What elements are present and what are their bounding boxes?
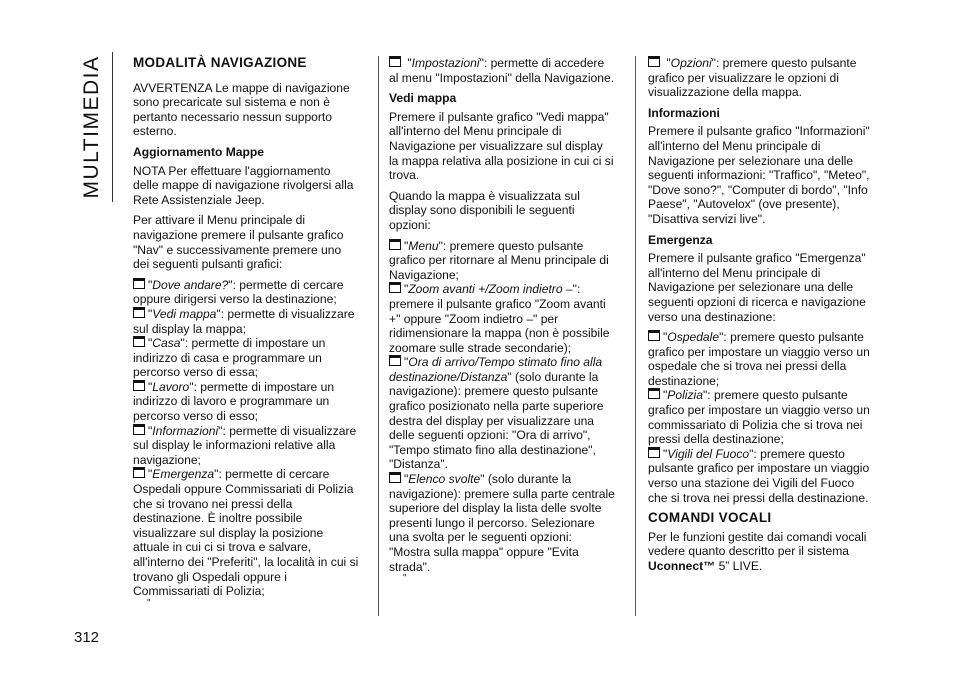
list-item: "Emergenza": permette di cercare Ospedali oppure Commissariati di Polizia che si trovano nei pressi della destinazione. È inoltre possibile visualizzare sul display la posizione attuale in cui ci si trova e salvare, all'interno dei "Preferiti", la località in cui si trovano gli Ospedali oppure i Commissariati di Polizia;: [133, 467, 359, 599]
section-heading: COMANDI VOCALI: [648, 510, 772, 526]
list-item: "Menu": premere questo pulsante grafico per ritornare al Menu principale di Navigazione;: [389, 238, 609, 282]
column-2: [389, 56, 615, 584]
button-icon: [389, 282, 401, 293]
list-item: "Casa": permette di impostare un indirizzo di casa e programmare un percorso verso di essa;: [133, 336, 326, 380]
button-icon: [389, 355, 401, 366]
paragraph: Premere il pulsante grafico "Informazioni" all'interno del Menu principale di Navigazione per selezionare una delle seguenti informazioni: "Traffico", "Meteo", "Dove sono?", "Computer di bordo", "Info Paese", "Autovelox" (ove presente), "Disattiva servizi live".: [648, 124, 870, 226]
section-title: MULTIMEDIA: [80, 55, 103, 199]
paragraph: Quando la mappa è visualizzata sul display sono disponibili le seguenti opzioni:: [389, 188, 580, 232]
button-icon: [133, 467, 145, 478]
button-icon: [389, 239, 401, 250]
subheading: Emergenza: [648, 232, 713, 247]
paragraph: Premere il pulsante grafico "Vedi mappa" all'interno del Menu principale di Navigazione per visualizzare sul display la mappa relativa alla posizione in cui ci si trova.: [389, 109, 614, 183]
button-icon: [133, 424, 145, 435]
list-item: "Lavoro": permette di impostare un indirizzo di lavoro e programmare un percorso verso di esso;: [133, 379, 335, 424]
paragraph: Per attivare il Menu principale di navigazione premere il pulsante grafico "Nav" e successivamente premere uno dei seguenti pulsanti grafici:: [133, 213, 344, 272]
column-1: [133, 56, 359, 609]
paragraph: Premere il pulsante grafico "Emergenza" all'interno del Menu principale di Navigazione per selezionare una delle seguenti opzioni di ricerca e navigazione verso una destinazione:: [648, 251, 866, 324]
button-icon: [133, 307, 145, 318]
warning-text: AVVERTENZA Le mappe di navigazione sono precaricate sul sistema e non è pertanto necessario nessun supporto esterno.: [133, 80, 350, 139]
button-icon: [648, 56, 660, 67]
page-number: 312: [74, 629, 100, 646]
button-icon: [648, 388, 660, 399]
continuation-mark: ": [403, 573, 407, 585]
list-item: "Vigili del Fuoco": premere questo pulsante grafico per impostare un viaggio verso una stazione dei Vigili del Fuoco che si trova nei pressi della destinazione.: [648, 446, 870, 505]
button-icon: [133, 278, 145, 289]
button-icon: [389, 472, 401, 483]
column-divider: [635, 56, 636, 616]
paragraph: Per le funzioni gestite dai comandi vocali vedere quanto descritto per il sistema Uconnect™ 5” LIVE.: [648, 529, 867, 573]
button-icon: [133, 336, 145, 347]
button-icon: [648, 330, 660, 341]
list-item: "Ora di arrivo/Tempo stimato fino alla destinazione/Distanza" (solo durante la navigazione): premere questo pulsante grafico posizionato nella parte superiore destra del display per visualizzare una delle seguenti opzioni: "Ora di arrivo", "Tempo stimato fino alla destinazione", "Distanza".: [389, 355, 604, 472]
subheading: Vedi mappa: [389, 91, 457, 106]
list-item: "Impostazioni": permette di accedere al menu "Impostazioni" della Navigazione.: [389, 56, 615, 85]
continuation-mark: ": [147, 597, 151, 609]
list-item: "Dove andare?": permette di cercare oppure dirigersi verso la destinazione;: [133, 277, 344, 307]
button-icon: [648, 447, 660, 458]
list-item: "Ospedale": premere questo pulsante grafico per impostare un viaggio verso un ospedale che si trova nei pressi della destinazione;: [648, 330, 870, 388]
note-text: NOTA Per effettuare l'aggiornamento delle mappe di navigazione rivolgersi alla Rete Assistenziale Jeep.: [133, 163, 354, 207]
subheading: Informazioni: [648, 105, 720, 120]
list-item: "Opzioni": premere questo pulsante grafico per visualizzare le opzioni di visualizzazione della mappa.: [648, 56, 857, 100]
button-icon: [133, 380, 145, 391]
section-heading: MODALITÀ NAVIGAZIONE: [133, 55, 307, 70]
list-item: "Elenco svolte" (solo durante la navigazione): premere sulla parte centrale superiore del display la lista delle svolte presenti lungo il percorso. Selezionare una svolta per le seguenti opzioni: "Mostra sulla mappa" oppure "Evita strada".: [389, 472, 615, 574]
column-3: [648, 56, 874, 580]
section-tab: [72, 52, 112, 202]
list-item: "Polizia": premere questo pulsante grafico per impostare un viaggio verso un commissariato di Polizia che si trova nei pressi della destinazione;: [648, 388, 870, 447]
button-icon: [389, 56, 401, 67]
product-name: Uconnect™: [648, 559, 716, 573]
list-item: "Vedi mappa": permette di visualizzare sul display la mappa;: [133, 306, 355, 336]
column-divider: [378, 56, 379, 616]
list-item: "Zoom avanti +/Zoom indietro –": premere il pulsante grafico "Zoom avanti +" oppure "Zoom indietro –" per ridimensionare la mappa (non è possibile zoomare sulle strade secondarie);: [389, 282, 610, 355]
list-item: "Informazioni": permette di visualizzare sul display le informazioni relative alla navigazione;: [133, 423, 357, 467]
section-divider: [112, 52, 113, 202]
subheading: Aggiornamento Mappe: [133, 144, 265, 159]
